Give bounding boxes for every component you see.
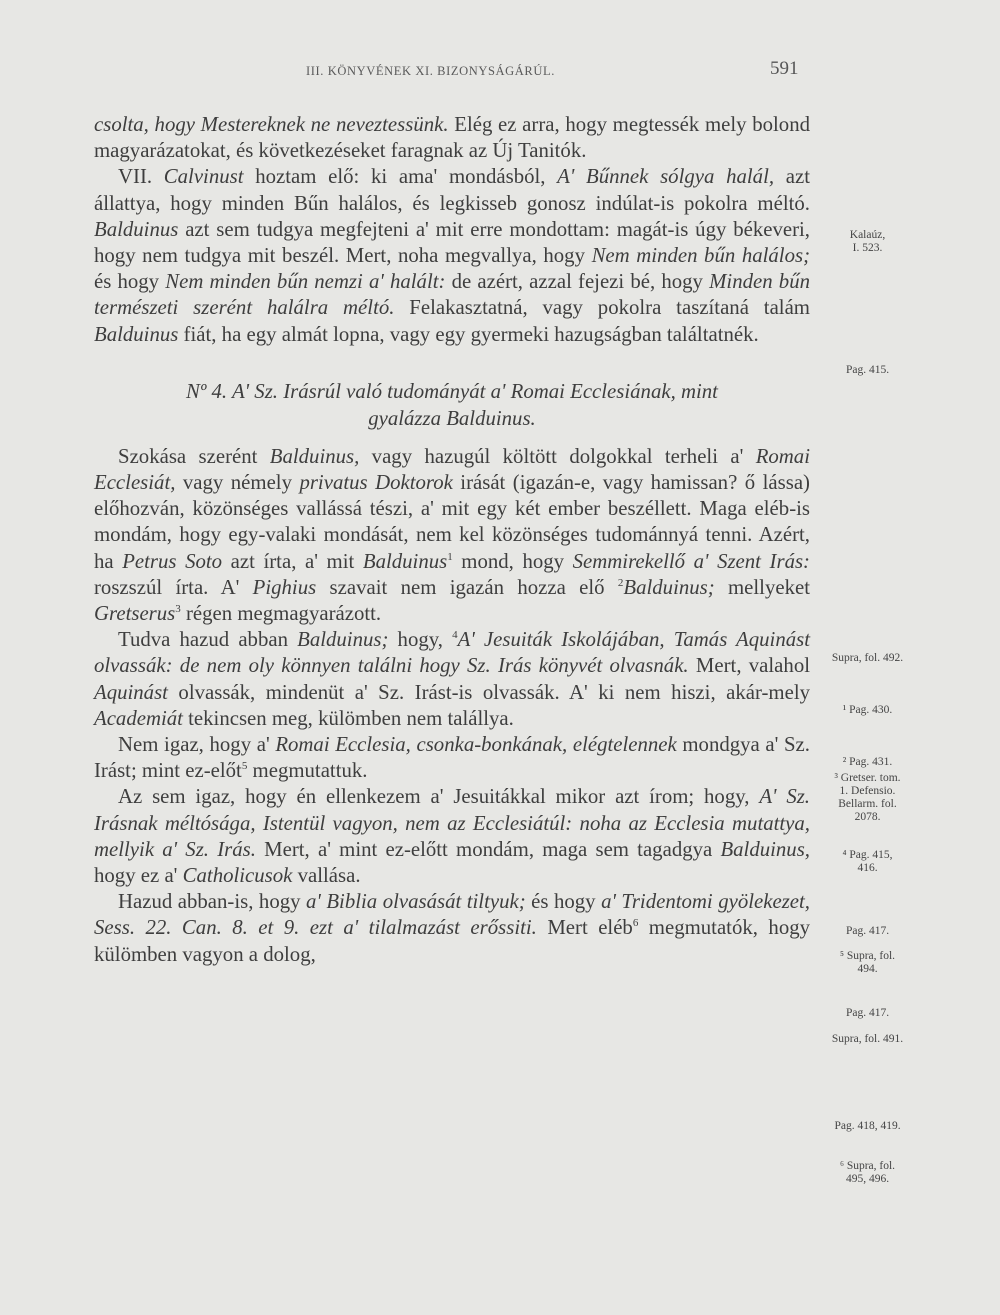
margin-line: ⁶ Supra, fol. — [839, 1160, 896, 1172]
text-run: mond, hogy — [452, 549, 573, 573]
text-italic: Balduinus, — [720, 837, 810, 861]
text-run: Felakasztatná, vagy pokolra taszítaná talám — [394, 296, 810, 320]
text-run: roszszúl írta. A' — [94, 575, 253, 599]
margin-line: 494. — [857, 963, 878, 975]
margin-line: 2078. — [854, 811, 881, 823]
text-run: hogy, — [388, 628, 453, 652]
paragraph-6 — [94, 784, 810, 889]
text-italic: csolta, hogy Mestereknek ne neveztessünk. — [94, 113, 449, 136]
text-italic: A' Sz. Irásnak méltósága, Istentül vagyon, nem az Ecclesiátúl: noha az Ecclesia mutattya, mellyik a' Sz. Irás. — [94, 785, 811, 861]
text-run: fiát, ha egy almát lopna, vagy egy gyermeki hazugságban találtatnék. — [178, 322, 759, 346]
margin-line: Kalaúz, — [849, 229, 886, 241]
text-run: szavait nem igazán hozza elő — [316, 575, 618, 599]
margin-line: ⁴ Pag. 415, — [842, 849, 893, 861]
margin-line: 1. Defensio. — [839, 785, 896, 797]
text-run: Szokása szerént — [118, 444, 270, 468]
margin-line: I. 523. — [852, 242, 883, 254]
text-italic: Gretserus — [94, 602, 176, 626]
margin-note — [815, 1007, 920, 1020]
text-run: Tudva hazud abban — [118, 628, 298, 652]
text-italic: Nem minden bűn nemzi a' halált: — [165, 270, 446, 294]
text-run: megmutattuk. — [247, 759, 368, 783]
text-italic: Calvinust — [163, 165, 244, 189]
footnote-ref: 6 — [632, 917, 639, 930]
text-italic: Semmirekellő a' Szent Irás: — [572, 549, 810, 573]
margin-line: ² Pag. 431. — [842, 756, 893, 768]
heading-line-2: gyalázza Balduinus. — [368, 406, 536, 430]
text-run: Elég ez arra, hogy megtessék mely bolond magyarázatokat, és következéseket faragnak az Új Tanitók. — [94, 113, 810, 163]
text-italic: Academiát — [94, 706, 183, 730]
margin-line: Bellarm. fol. — [838, 798, 897, 810]
paragraph-4 — [94, 627, 810, 732]
text-italic: a' Biblia olvasását tiltyuk; — [306, 890, 526, 914]
paragraph-5 — [94, 732, 810, 784]
text-run: Az sem igaz, hogy én ellenkezem a' Jesuitákkal mikor azt írom; hogy, — [118, 785, 760, 809]
text-run: vallása. — [292, 864, 361, 888]
paragraph-7 — [94, 889, 810, 968]
text-italic: a' Tridentomi gyölekezet, Sess. 22. Can. 8. et 9. ezt a' tilalmazást erőssiti. — [94, 890, 810, 940]
text-run: és hogy — [525, 890, 602, 914]
text-italic: Aquinást — [94, 680, 168, 704]
margin-note — [815, 1033, 920, 1046]
footnote-ref: 4 — [452, 629, 458, 642]
margin-line: Pag. 417. — [845, 1007, 890, 1019]
section-heading — [94, 378, 810, 432]
margin-note — [815, 364, 920, 377]
text-run: olvassák, mindenüt a' Sz. Irást-is olvassák. A' ki nem hiszi, akár-mely — [167, 680, 810, 704]
margin-note — [815, 950, 920, 976]
margin-note — [815, 704, 920, 717]
margin-note — [815, 756, 920, 769]
text-run: irását (igazán-e, vagy hamissan? ő lássa) előhozván, közönséges vallássá tészi, a' mit egy két ember beszéllett. Maga eléb-is mondám, hogy egy-valaki mondását, nem kel közönséges tudománnyá tenni. Azért, ha — [94, 471, 810, 573]
margin-note — [815, 772, 920, 824]
text-run: hogy ez a' — [94, 864, 183, 888]
margin-line: Pag. 417. — [845, 925, 890, 937]
text-run: VII. — [118, 165, 164, 189]
text-run: mellyeket — [714, 575, 810, 599]
text-italic: Minden bűn természeti szerént halálra méltó. — [94, 270, 810, 320]
text-italic: Catholicusok — [182, 864, 293, 888]
margin-line: Supra, fol. 492. — [831, 652, 904, 664]
text-italic: Romai Ecclesia, csonka-bonkának, elégtelennek — [275, 733, 677, 757]
heading-line-1: Nº 4. A' Sz. Irásrúl való tudományát a' Romai Ecclesiának, mint — [186, 379, 718, 403]
text-run: vagy hazugúl költött dolgokkal terheli a' — [359, 444, 756, 468]
text-italic: A' Jesuiták Iskolájában, Tamás Aquinást olvassák: de nem oly könnyen találni hogy Sz. Irás könyvét olvasnák. — [94, 628, 810, 678]
text-italic: privatus Doktorok — [299, 471, 453, 495]
paragraph-3 — [94, 444, 810, 627]
margin-line: ⁵ Supra, fol. — [839, 950, 896, 962]
margin-note — [815, 652, 920, 665]
text-italic: Balduinus, — [269, 444, 360, 468]
text-italic: Romai Ecclesiát, — [94, 444, 810, 495]
margin-line: 495, 496. — [845, 1173, 890, 1185]
text-run: Mert, a' mint ez-előtt mondám, maga sem tagadgya — [255, 837, 721, 861]
margin-line: Pag. 418, 419. — [834, 1120, 901, 1132]
text-run: Mert, valahol — [688, 654, 810, 678]
footnote-ref: 2 — [617, 576, 624, 589]
text-italic: Petrus Soto — [122, 549, 223, 573]
margin-line: ³ Gretser. tom. — [834, 772, 901, 784]
running-head: III. KÖNYVÉNEK XI. BIZONYSÁGÁRÚL. — [306, 64, 555, 78]
text-run: Mert eléb — [536, 916, 633, 940]
margin-line: Pag. 415. — [845, 364, 890, 376]
text-run: Nem igaz, hogy a' — [118, 733, 276, 757]
text-run: mondgya a' Sz. Irást; mint ez-előt — [94, 733, 810, 783]
margin-note — [815, 1120, 920, 1133]
margin-note — [815, 229, 920, 255]
margin-line: ¹ Pag. 430. — [842, 704, 893, 716]
text-italic: Balduinus — [362, 549, 448, 573]
text-run: vagy némely — [175, 471, 300, 495]
text-run: megmutatók, hogy külömben vagyon a dolog, — [94, 916, 811, 966]
margin-note — [815, 849, 920, 875]
text-italic: Nem minden bűn halálos; — [591, 244, 811, 268]
page-number: 591 — [770, 58, 799, 79]
text-run: régen megmagyarázott. — [180, 602, 382, 626]
margin-line: 416. — [857, 862, 878, 874]
paragraph-2 — [94, 164, 810, 347]
text-run: és hogy — [94, 270, 166, 294]
text-run: Hazud abban-is, hogy — [118, 890, 307, 914]
text-run: azt írta, a' mit — [222, 549, 363, 573]
footnote-ref: 1 — [447, 550, 453, 563]
text-italic: Balduinus — [94, 217, 179, 241]
footnote-ref: 5 — [241, 760, 248, 773]
footnote-ref: 3 — [175, 603, 181, 616]
main-text — [94, 112, 810, 968]
text-run: de azért, azzal fejezi bé, hogy — [445, 270, 710, 294]
text-italic: Pighius — [252, 575, 317, 599]
margin-line: Supra, fol. 491. — [831, 1033, 904, 1045]
margin-note — [815, 1160, 920, 1186]
text-run: azt sem tudgya megfejteni a' mit erre mondottam: magát-is úgy békeveri, hogy nem tudgya mit beszél. Mert, noha megvallya, hogy — [94, 217, 810, 268]
text-run: azt állattya, hogy minden Bűn halálos, és legkisseb gonosz indúlat-is pokolra méltó. — [94, 165, 810, 215]
text-italic: Balduinus — [94, 322, 179, 346]
text-italic: A' Bűnnek sólgya halál, — [557, 165, 775, 189]
text-run: hoztam elő: ki ama' mondásból, — [243, 165, 558, 189]
margin-note — [815, 925, 920, 938]
text-italic: Balduinus; — [297, 628, 389, 652]
text-italic: Balduinus; — [623, 575, 715, 599]
text-run: tekincsen meg, külömben nem talállya. — [182, 706, 514, 730]
paragraph-1 — [94, 112, 810, 164]
